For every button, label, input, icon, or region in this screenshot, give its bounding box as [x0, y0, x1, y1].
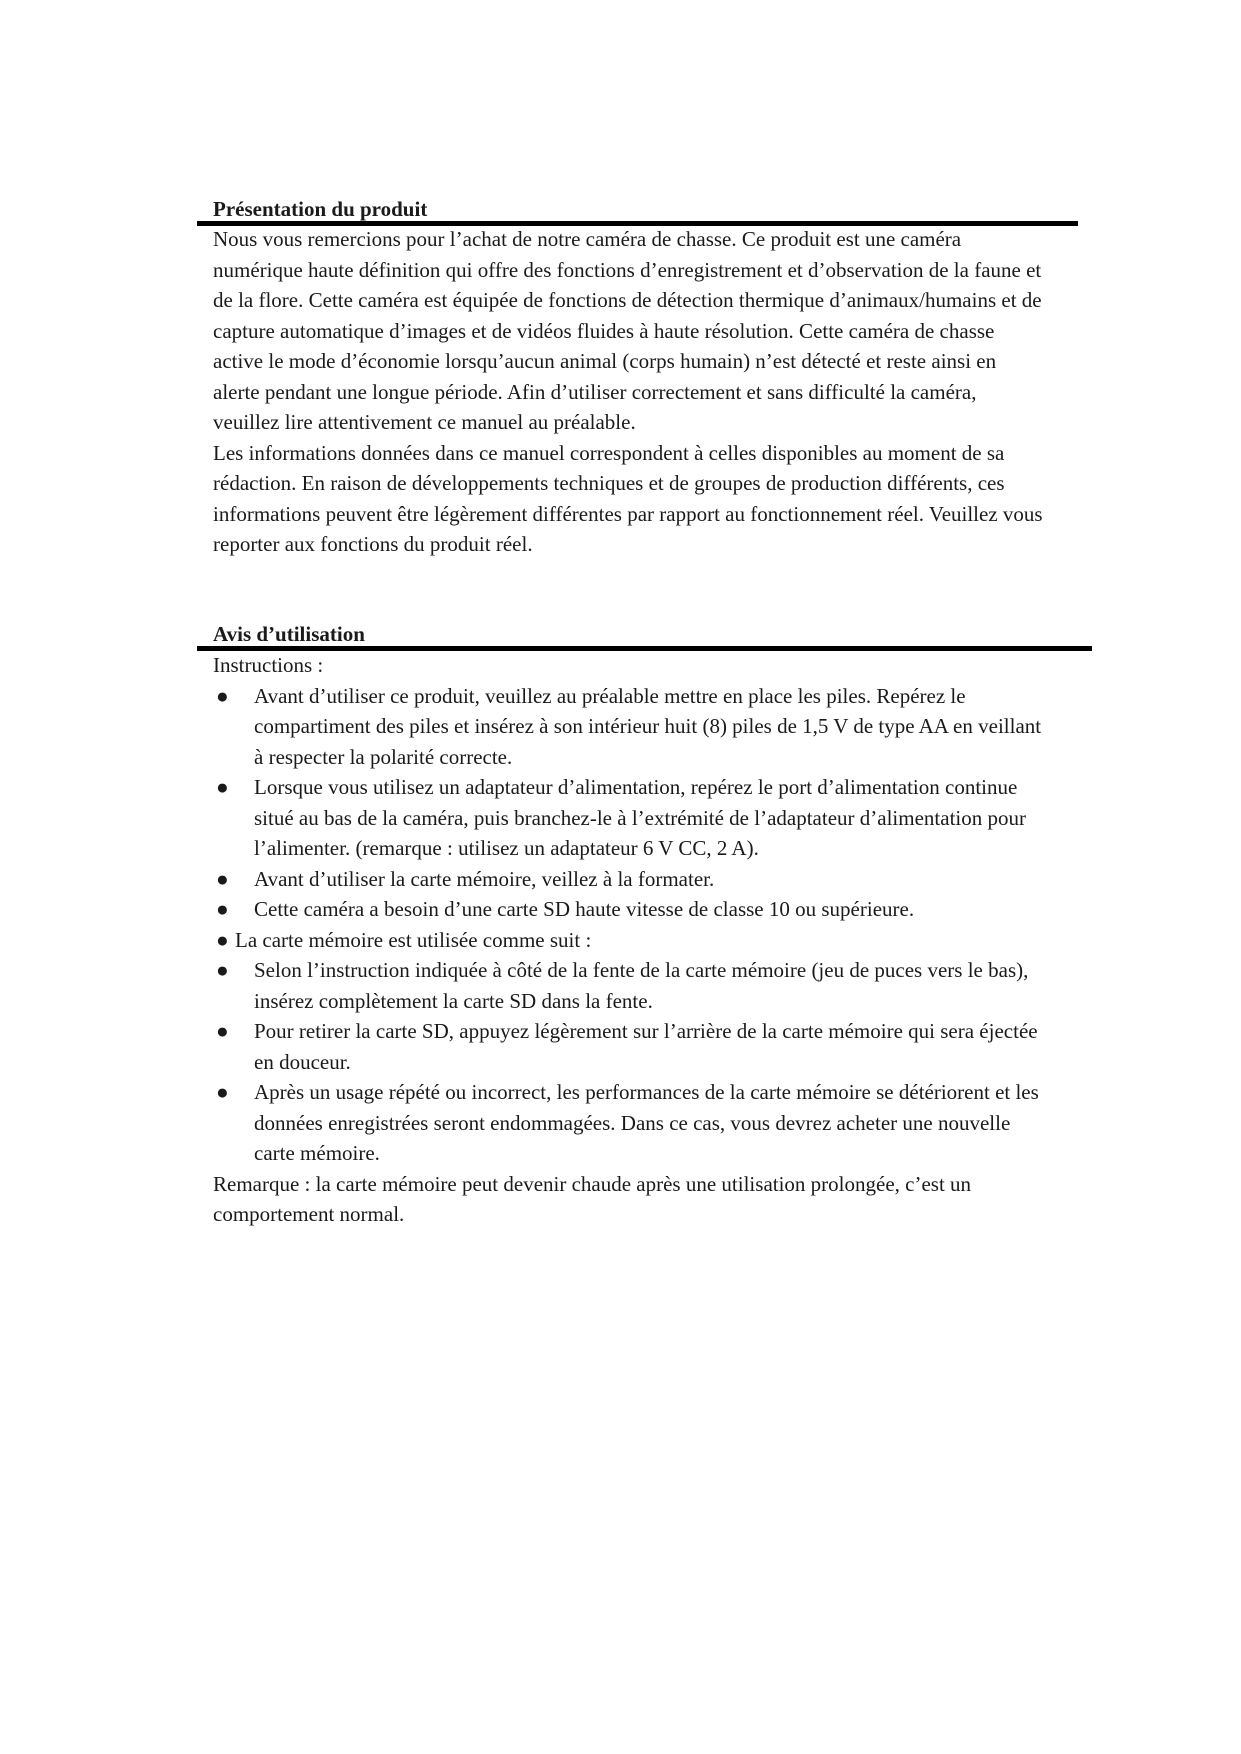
bullet-icon: ● [216, 775, 229, 799]
list-item: ● Avant d’utiliser ce produit, veuillez au préalable mettre en place les piles. Repérez le compartiment des piles et insérez à son intérieur huit (8) piles de 1,5 V de type AA en veillant à respecter la polarité correcte. [213, 681, 1045, 773]
section-usage-notice-body [213, 650, 1045, 1230]
instructions-label: Instructions : [213, 653, 324, 677]
section-heading: Avis d’utilisation [213, 622, 365, 646]
bullet-icon: ● [216, 927, 229, 952]
section-heading: Présentation du produit [213, 197, 428, 221]
remark-note: Remarque : la carte mémoire peut devenir chaude après une utilisation prolongée, c’est un comportement normal. [213, 1171, 972, 1226]
list-item: ● Cette caméra a besoin d’une carte SD haute vitesse de classe 10 ou supérieure. [213, 894, 1045, 925]
list-item: ● Après un usage répété ou incorrect, les performances de la carte mémoire se détériorent et les données enregistrées seront endommagées. Dans ce cas, vous devrez acheter une nouvelle carte mémoire. [213, 1077, 1045, 1169]
paragraph: Les informations données dans ce manuel correspondent à celles disponibles au moment de sa rédaction. En raison de développements techniques et de groupes de production différents, ces informations peuvent être légèrement différentes par rapport au fonctionnement réel. Veuillez vous reporter aux fonctions du produit réel. [213, 440, 1043, 556]
bullet-icon: ● [216, 897, 229, 921]
bullet-icon: ● [216, 1019, 229, 1043]
instruction-list [213, 681, 1045, 1169]
list-item: ● La carte mémoire est utilisée comme suit : [213, 925, 1045, 956]
list-item: ● Selon l’instruction indiquée à côté de la fente de la carte mémoire (jeu de puces vers le bas), insérez complètement la carte SD dans la fente. [213, 955, 1045, 1016]
section-usage-notice [213, 620, 1045, 648]
list-item: ● Lorsque vous utilisez un adaptateur d’alimentation, repérez le port d’alimentation continue situé au bas de la caméra, puis branchez-le à l’extrémité de l’adaptateur d’alimentation pour l’alimenter. (remarque : utilisez un adaptateur 6 V CC, 2 A). [213, 772, 1045, 864]
section-product-presentation [213, 195, 1045, 223]
list-item: ● Pour retirer la carte SD, appuyez légèrement sur l’arrière de la carte mémoire qui sera éjectée en douceur. [213, 1016, 1045, 1077]
paragraph: Nous vous remercions pour l’achat de notre caméra de chasse. Ce produit est une caméra numérique haute définition qui offre des fonctions d’enregistrement et d’observation de la faune et de la flore. Cette caméra est équipée de fonctions de détection thermique d’animaux/humains et de capture automatique d’images et de vidéos fluides à haute résolution. Cette caméra de chasse active le mode d’économie lorsqu’aucun animal (corps humain) n’est détecté et reste ainsi en alerte pendant une longue période. Afin d’utiliser correctement et sans difficulté la caméra, veuillez lire attentivement ce manuel au préalable. [213, 227, 1042, 434]
section-product-presentation-body [213, 224, 1045, 560]
bullet-icon: ● [216, 683, 229, 708]
bullet-icon: ● [216, 866, 229, 891]
bullet-icon: ● [216, 1080, 229, 1104]
bullet-icon: ● [216, 958, 229, 982]
list-item: ● Avant d’utiliser la carte mémoire, veillez à la formater. [213, 864, 1045, 895]
